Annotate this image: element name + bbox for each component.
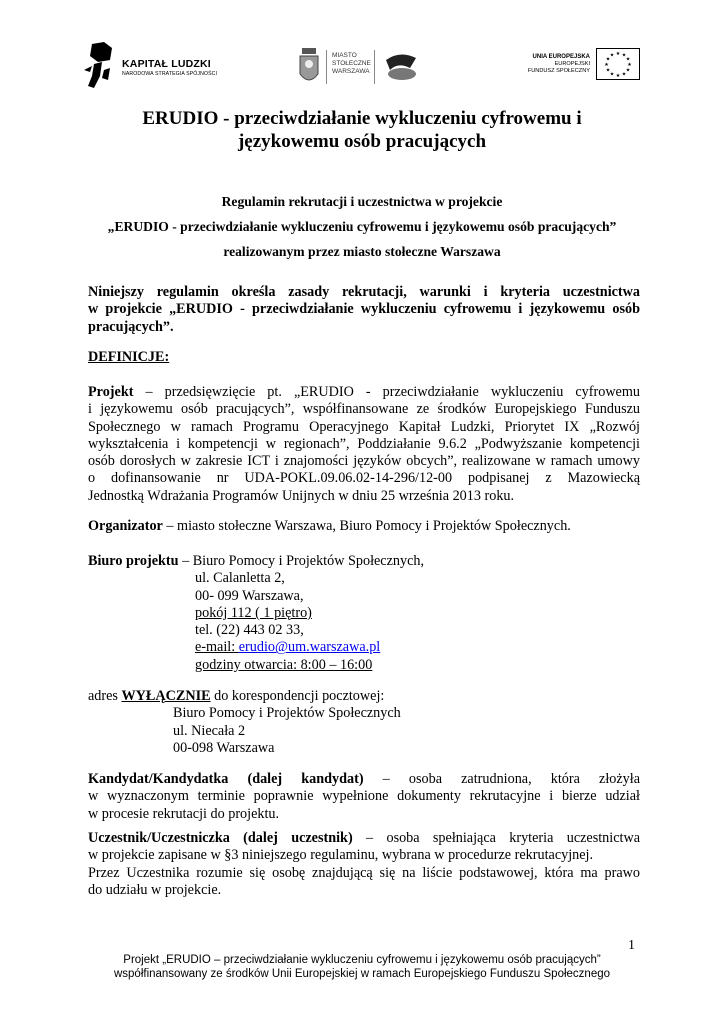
footer-line-1: Projekt „ERUDIO – przeciwdziałanie wykluczeniu cyfrowemu i językowemu osób pracujących”: [123, 954, 601, 966]
intro-paragraph: [88, 284, 640, 336]
adres-line: [88, 688, 640, 705]
projekt-line-5: osób dorosłych w zakresie ICT i znajomości języków obcych”, realizowane w ramach umowy: [88, 453, 640, 470]
warszawa-crest-icon: [298, 48, 320, 86]
kandydat-line-1-text: – osoba zatrudniona, która złożyła: [363, 771, 640, 787]
projekt-line-2: i językowemu osób pracujących”, współfinansowane ze środków Europejskiego Funduszu: [88, 401, 640, 418]
adres-line-3: 00-098 Warszawa: [173, 739, 275, 756]
projekt-line-1-text: – przedsięwzięcie pt. „ERUDIO - przeciwdziałanie wykluczeniu cyfrowemu: [133, 384, 640, 400]
svg-text:★: ★: [609, 52, 615, 59]
subtitle-line-3: realizowanym przez miasto stołeczne Warszawa: [223, 244, 501, 259]
subtitle-line-1: Regulamin rekrutacji i uczestnictwa w projekcie: [221, 194, 503, 209]
definicje-heading: DEFINICJE:: [88, 349, 170, 365]
uczestnik-line-4: do udziału w projekcie.: [88, 881, 222, 898]
header-logos: [0, 0, 724, 100]
biuro-email-label: e-mail:: [195, 639, 239, 656]
biuro-paragraph: [88, 553, 640, 674]
warszawa-text: [332, 52, 371, 76]
eu-text: [510, 54, 590, 75]
subtitle-line-2: „ERUDIO - przeciwdziałanie wykluczeniu cyfrowemu i językowemu osób pracujących”: [107, 219, 617, 234]
document-title: [0, 107, 724, 153]
projekt-line-6: o dofinansowanie nr UDA-POKL.09.06.02-14-296/12-00 podpisanej z Mazowiecką: [88, 470, 640, 487]
kapital-ludzki-subtitle: NARODOWA STRATEGIA SPÓJNOŚCI: [122, 71, 218, 77]
adres-emph: WYŁĄCZNIE: [121, 688, 211, 704]
uczestnik-line-1: [88, 830, 640, 847]
uczestnik-line-3: Przez Uczestnika rozumie się osobę znajdującą się na liście podstawowej, która ma prawo: [88, 864, 640, 881]
title-line-1: ERUDIO - przeciwdziałanie wykluczeniu cyfrowemu i: [142, 108, 582, 129]
kandydat-paragraph: [88, 771, 640, 823]
biuro-room-row: [88, 605, 640, 622]
projekt-term: Projekt: [88, 384, 134, 400]
svg-text:★: ★: [605, 56, 611, 63]
kandydat-line-3: w procesie rekrutacji do projektu.: [88, 805, 280, 822]
biuro-email-row: [88, 639, 640, 656]
svg-text:★: ★: [605, 67, 611, 74]
biuro-room: pokój 112 ( 1 piętro): [195, 604, 312, 621]
svg-text:★: ★: [615, 73, 621, 79]
kapital-ludzki-logo: [78, 40, 238, 92]
svg-text:★: ★: [625, 67, 631, 74]
svg-text:★: ★: [604, 62, 609, 68]
warszawa-line-1: MIASTO: [332, 52, 357, 59]
svg-text:★: ★: [621, 71, 627, 78]
biuro-line-1: [88, 553, 640, 570]
organizator-text: – miasto stołeczne Warszawa, Biuro Pomocy i Projektów Społecznych.: [162, 518, 571, 534]
footer-line-2: współfinansowany ze środków Unii Europejskiej w ramach Europejskiego Funduszu Społecznego: [113, 968, 611, 980]
intro-line-3: pracujących”.: [88, 318, 174, 335]
adres-prefix: adres: [88, 688, 122, 704]
biuro-street: ul. Calanletta 2,: [195, 570, 285, 587]
organizator-paragraph: [88, 518, 640, 535]
kandydat-line-2: w wyznaczonym terminie poprawnie wypełnione dokumenty rekrutacyjne i bierze udział: [88, 788, 640, 805]
adres-suffix: do korespondencji pocztowej:: [210, 688, 385, 704]
projekt-line-7: Jednostką Wdrażania Programów Unijnych w dniu 25 września 2013 roku.: [88, 487, 515, 504]
adres-line-1: Biuro Pomocy i Projektów Społecznych: [173, 705, 401, 722]
svg-text:★: ★: [615, 51, 621, 57]
eu-line-2: EUROPEJSKI: [554, 61, 590, 67]
page-footer: [0, 953, 724, 981]
svg-text:★: ★: [621, 52, 627, 59]
eu-line-1: UNIA EUROPEJSKA: [532, 54, 590, 60]
kandydat-line-1: [88, 771, 640, 788]
warszawa-line-3: WARSZAWA: [332, 68, 370, 75]
warszawa-logo: [298, 48, 428, 88]
intro-line-1: Niniejszy regulamin określa zasady rekrutacji, warunki i kryteria uczestnictwa: [88, 284, 640, 300]
organizator-term: Organizator: [88, 518, 163, 534]
eu-flag-icon: [596, 48, 640, 80]
svg-text:★: ★: [627, 62, 632, 68]
svg-text:★: ★: [609, 71, 615, 78]
intro-line-2: w projekcie „ERUDIO - przeciwdziałanie wykluczeniu cyfrowemu i językowemu osób: [88, 301, 640, 318]
projekt-line-4: wykształcenia i kompetencji w regionach”, Poddziałanie 9.6.2 „Podwyższanie kompetencji: [88, 435, 640, 452]
uczestnik-term: Uczestnik/Uczestniczka (dalej uczestnik): [88, 830, 353, 846]
title-line-2: językowemu osób pracujących: [237, 131, 487, 152]
biuro-city: 00- 099 Warszawa,: [195, 587, 304, 604]
page-number: 1: [628, 938, 635, 953]
biuro-hours: godziny otwarcia: 8:00 – 16:00: [195, 656, 373, 673]
projekt-line-1: [88, 384, 640, 401]
kapital-ludzki-title: KAPITAŁ LUDZKI: [122, 58, 211, 70]
warszawa-divider: [326, 50, 327, 84]
biuro-term: Biuro projektu: [88, 553, 179, 569]
warszawa-line-2: STOŁECZNE: [332, 60, 371, 67]
svg-text:★: ★: [625, 56, 631, 63]
uczestnik-line-1-text: – osoba spełniająca kryteria uczestnictwa: [352, 830, 640, 846]
kapital-ludzki-emblem-icon: [78, 40, 118, 92]
uczestnik-paragraph: [88, 830, 640, 899]
biuro-tel: tel. (22) 443 02 33,: [195, 622, 304, 639]
uczestnik-line-2: w projekcie zapisane w §3 niniejszego regulaminu, wybrana w procedurze rekrutacyjnej.: [88, 847, 594, 864]
eu-logo: [510, 48, 640, 84]
kandydat-term: Kandydat/Kandydatka (dalej kandydat): [88, 771, 364, 787]
projekt-line-3: Społecznego w ramach Programu Operacyjnego Kapitał Ludzki, Priorytet IX „Rozwój: [88, 418, 640, 435]
biuro-text: – Biuro Pomocy i Projektów Społecznych,: [178, 553, 425, 569]
adres-line-2: ul. Niecała 2: [173, 722, 246, 739]
kapital-ludzki-text: [122, 58, 217, 77]
eu-line-3: FUNDUSZ SPOŁECZNY: [527, 68, 590, 74]
biuro-hours-row: [88, 657, 640, 674]
adres-paragraph: [88, 688, 640, 757]
email-link[interactable]: erudio@um.warszawa.pl: [238, 639, 381, 656]
erudio-badge-icon: [380, 50, 422, 84]
projekt-paragraph: [88, 384, 640, 505]
warszawa-divider-2: [374, 50, 375, 84]
